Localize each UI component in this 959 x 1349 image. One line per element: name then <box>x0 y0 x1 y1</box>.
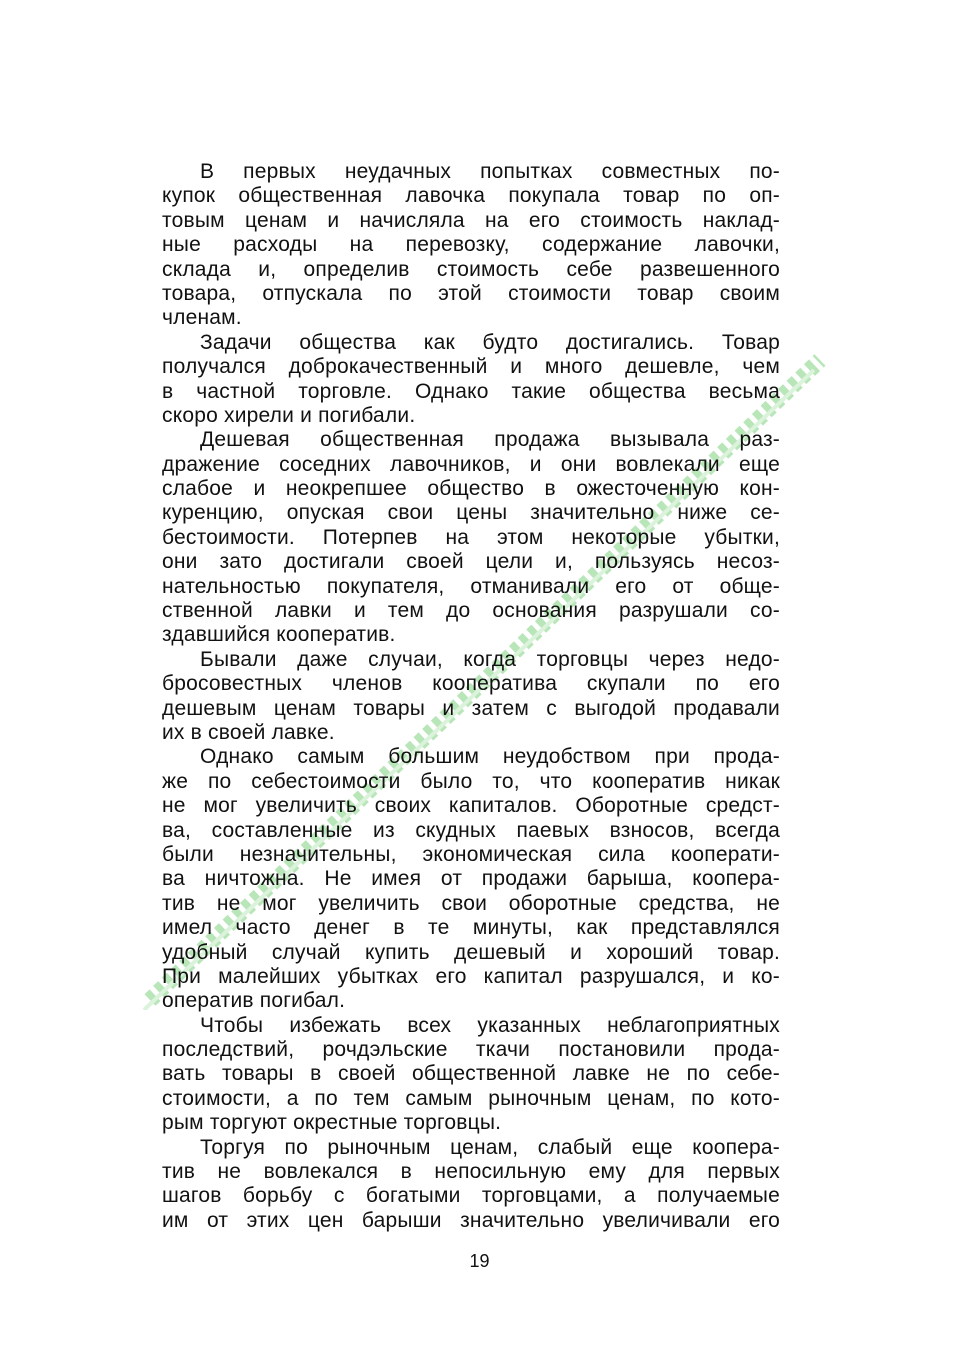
text-line: склада и, определив стоимость себе развешенного <box>162 257 780 281</box>
text-line: имел часто денег в те минуты, как представлялся <box>162 916 780 940</box>
text-line: слабое и неокрепшее общество в ожесточенную кон- <box>162 477 780 501</box>
text-line: Торгуя по рыночным ценам, слабый еще коопера- <box>200 1135 780 1159</box>
page-number: 19 <box>469 1251 490 1271</box>
text-line: Дешевая общественная продажа вызывала раз- <box>200 428 780 452</box>
text-line: тив не вовлекался в непосильную ему для первых <box>162 1160 780 1184</box>
text-line: здавшийся кооператив. <box>162 623 396 647</box>
text-line: товара, отпускала по этой стоимости товар своим <box>162 281 780 305</box>
text-line: оператив погибал. <box>162 989 346 1013</box>
text-line: тив не мог увеличить свои оборотные средства, не <box>162 891 780 915</box>
text-line: В первых неудачных попытках совместных по- <box>200 160 780 183</box>
text-line: же по себестоимости было то, что кооператив никак <box>162 769 780 793</box>
text-line: Бывали даже случаи, когда торговцы через недо- <box>200 647 780 671</box>
text-line: дражение соседних лавочников, и они вовлекали еще <box>162 452 780 476</box>
text-line: Однако самым большим неудобством при прода- <box>200 745 780 769</box>
body-text <box>162 160 780 1233</box>
text-line: ные расходы на перевозку, содержание лавочки, <box>162 233 780 257</box>
text-line: куренцию, опуская свои цены значительно ниже се- <box>162 501 780 525</box>
text-line: ва, составленные из скудных паевых взносов, всегда <box>162 818 780 842</box>
text-line: скоро хирели и погибали. <box>162 403 416 427</box>
text-line: не мог увеличить своих капиталов. Оборотные средст- <box>162 794 780 818</box>
text-line: Чтобы избежать всех указанных неблагоприятных <box>200 1013 780 1037</box>
text-line: ственной лавки и тем до основания разрушали со- <box>162 599 780 623</box>
text-line: членам. <box>162 306 242 330</box>
text-line: стоимости, а по тем самым рыночным ценам, по кото- <box>162 1086 780 1110</box>
text-line: Задачи общества как будто достигались. Товар <box>200 330 780 354</box>
text-line: их в своей лавке. <box>162 720 335 744</box>
text-line: вать товары в своей общественной лавке не по себе- <box>162 1062 780 1086</box>
text-line: бестоимости. Потерпев на этом некоторые убытки, <box>162 525 780 549</box>
text-line: получался доброкачественный и много дешевле, чем <box>162 355 780 379</box>
text-line: дешевым ценам товары и затем с выгодой продавали <box>162 696 780 720</box>
text-line: они зато достигали своей цели и, пользуясь несоз- <box>162 550 780 574</box>
text-line: им от этих цен барыши значительно увеличивали его <box>162 1208 780 1232</box>
text-line: последствий, рочдэльские ткачи постановили прода- <box>162 1038 780 1062</box>
text-line: При малейших убытках его капитал разрушался, и ко- <box>162 964 780 988</box>
text-line: удобный случай купить дешевый и хороший товар. <box>162 940 780 964</box>
text-line: шагов борьбу с богатыми торговцами, а получаемые <box>162 1184 780 1208</box>
text-line: бросовестных членов кооператива скупали по его <box>162 672 780 696</box>
text-line: были незначительны, экономическая сила кооперати- <box>162 842 780 866</box>
text-line: ва ничтожна. Не имея от продажи барыша, коопера- <box>162 867 780 891</box>
text-line: товым ценам и начисляла на его стоимость наклад- <box>162 208 780 232</box>
text-line: купок общественная лавочка покупала товар по оп- <box>162 184 780 208</box>
text-line: нательностью покупателя, отманивали его от обще- <box>162 574 780 598</box>
text-line: рым торгуют окрестные торговцы. <box>162 1111 502 1135</box>
text-line: в частной торговле. Однако такие общества весьма <box>162 379 780 403</box>
